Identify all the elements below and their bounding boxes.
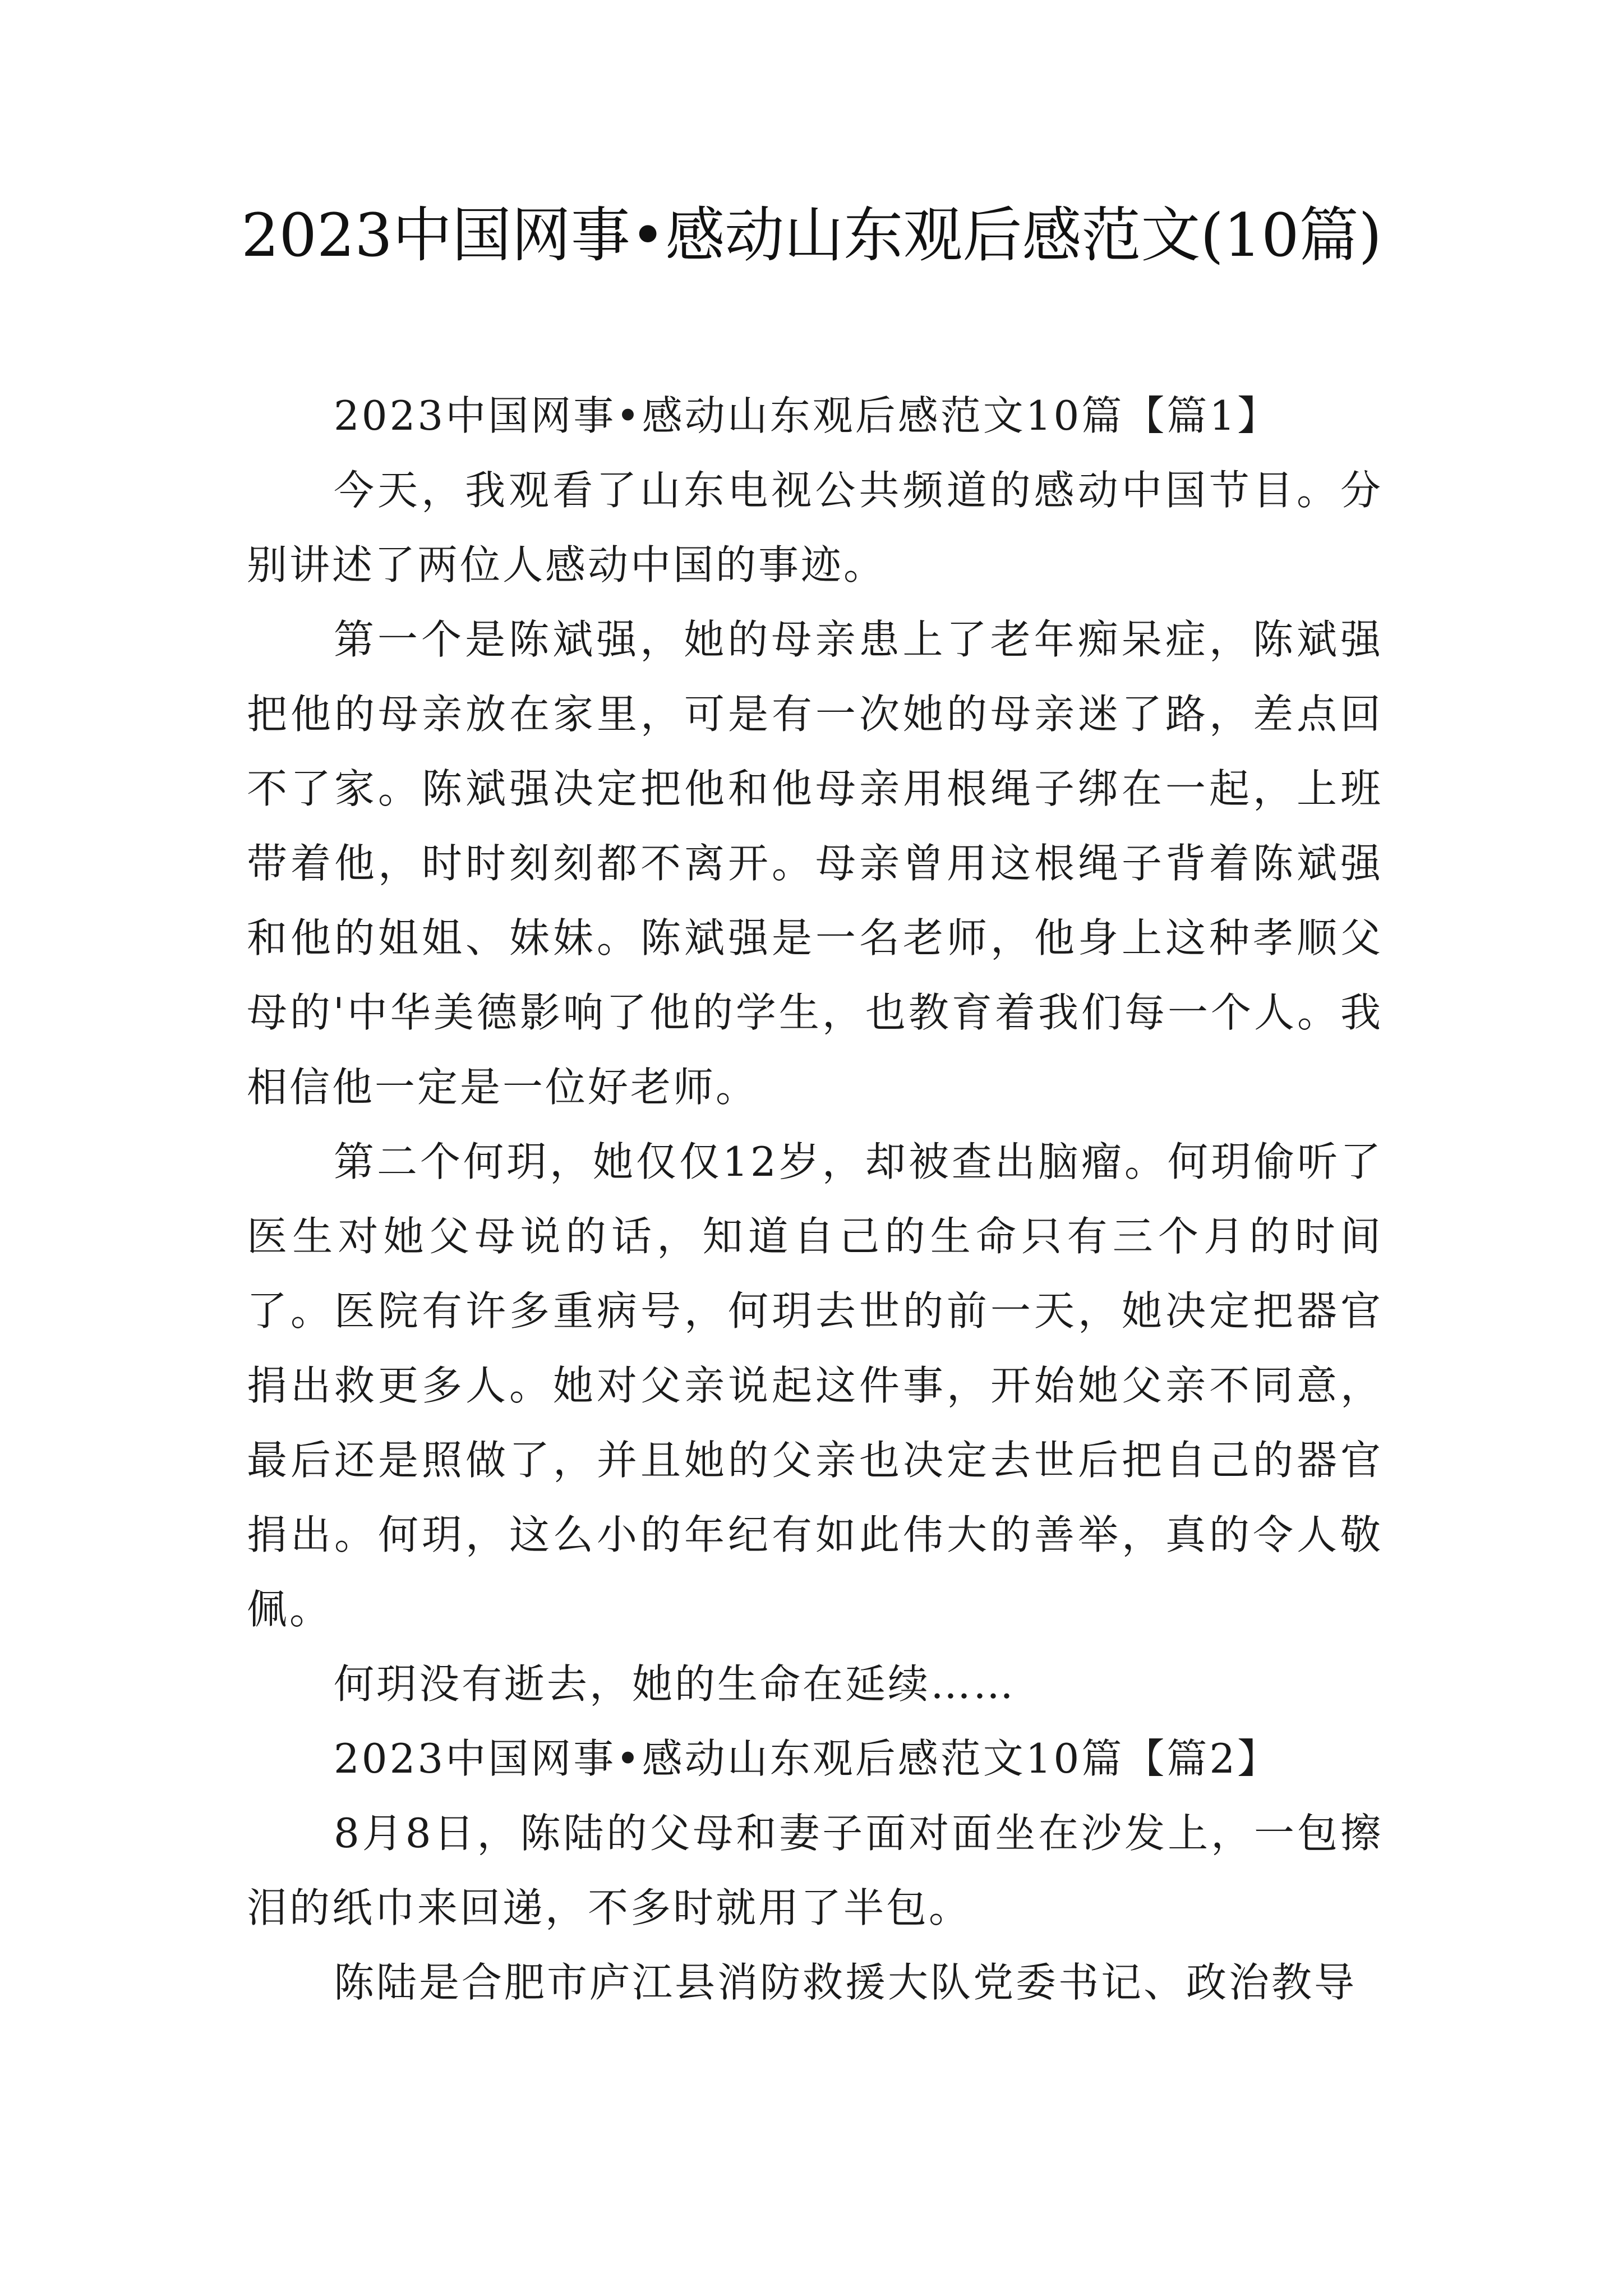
paragraph: 第一个是陈斌强，她的母亲患上了老年痴呆症，陈斌强把他的母亲放在家里，可是有一次她的母亲迷了路，差点回不了家。陈斌强决定把他和他母亲用根绳子绑在一起，上班带着他，时时刻刻都不离开。母亲曾用这根绳子背着陈斌强和他的姐姐、妹妹。陈斌强是一名老师，他身上这种孝顺父母的'中华美德影响了他的学生，也教育着我们每一个人。我相信他一定是一位好老师。: [247, 616, 1383, 1111]
document-body: [247, 379, 1383, 2020]
paragraph: 陈陆是合肥市庐江县消防救援大队党委书记、政治教导: [334, 1959, 1357, 2006]
section-heading-2: 2023中国网事•感动山东观后感范文10篇【篇2】: [334, 1735, 1280, 1782]
paragraph: 何玥没有逝去，她的生命在延续……: [334, 1660, 1016, 1708]
document-title: 2023中国网事•感动山东观后感范文(10篇): [241, 201, 1382, 270]
paragraph: 第二个何玥，她仅仅12岁，却被查出脑瘤。何玥偷听了医生对她父母说的话，知道自己的生命只有三个月的时间了。医院有许多重病号，何玥去世的前一天，她决定把器官捐出救更多人。她对父亲说起这件事，开始她父亲不同意，最后还是照做了，并且她的父亲也决定去世后把自己的器官捐出。何玥，这么小的年纪有如此伟大的善举，真的令人敬佩。: [247, 1138, 1383, 1633]
section-heading-1: 2023中国网事•感动山东观后感范文10篇【篇1】: [334, 392, 1280, 439]
paragraph: 8月8日，陈陆的父母和妻子面对面坐在沙发上，一包擦泪的纸巾来回递，不多时就用了半包。: [247, 1810, 1383, 1931]
paragraph: 今天，我观看了山东电视公共频道的感动中国节目。分别讲述了两位人感动中国的事迹。: [247, 467, 1383, 588]
